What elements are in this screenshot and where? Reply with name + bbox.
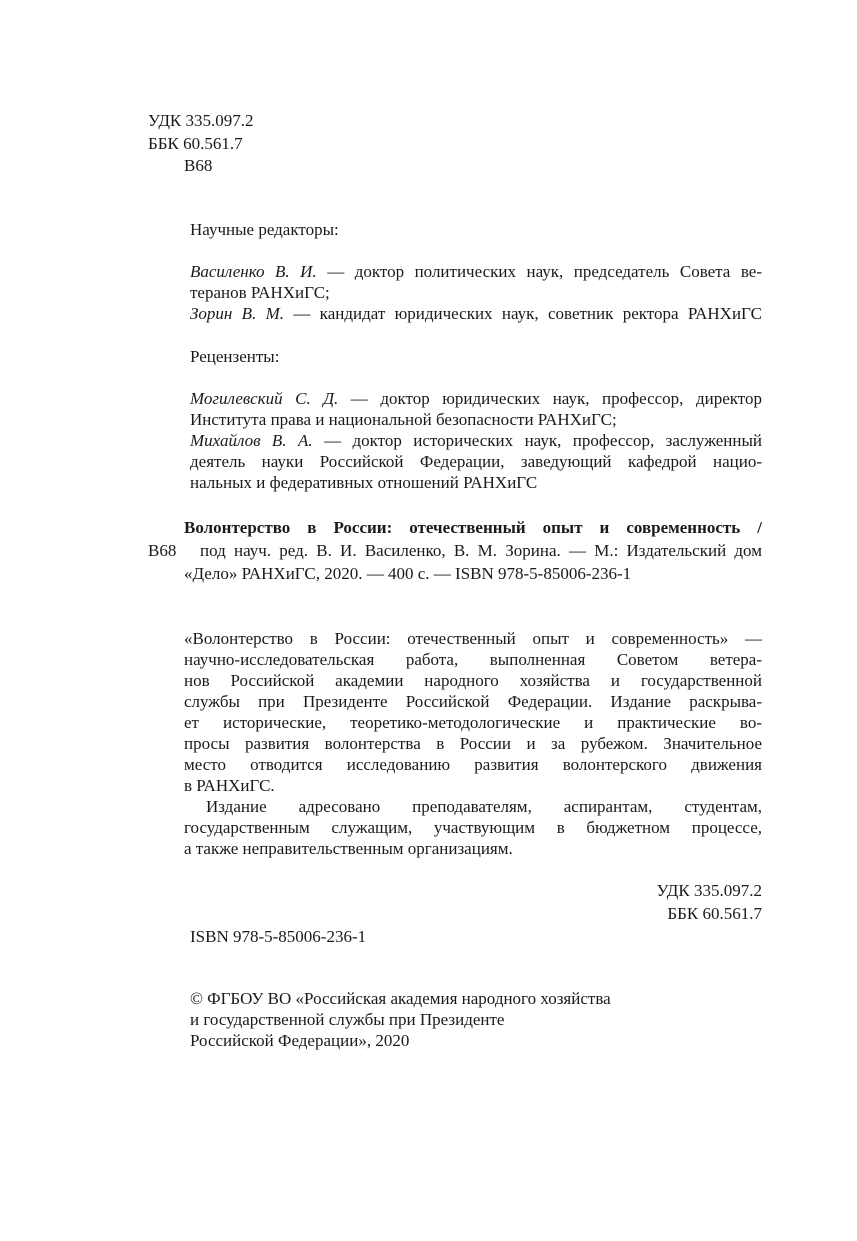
catalog-author-mark: В68 <box>148 541 177 560</box>
isbn: ISBN 978-5-85006-236-1 <box>190 927 367 946</box>
copyright-line-2: и государственной службы при Президенте <box>190 1010 505 1029</box>
udk-code: УДК 335.097.2 <box>148 111 254 130</box>
annotation-p1-line: научно-исследовательская работа, выполненная Советом ветера- <box>184 650 762 669</box>
copyright-line-1: © ФГБОУ ВО «Российская академия народного хозяйства <box>190 989 611 1008</box>
editor-1-name: Василенко В. И. <box>190 262 317 281</box>
catalog-line-3: «Дело» РАНХиГС, 2020. — 400 с. — ISBN 978-5-85006-236-1 <box>184 564 632 583</box>
catalog-line-2: под науч. ред. В. И. Василенко, В. М. Зорина. — М.: Издательский дом <box>200 541 762 560</box>
annotation-p2-line: государственным служащим, участвующим в бюджетном процессе, <box>184 818 762 837</box>
bbk-code: ББК 60.561.7 <box>148 134 243 153</box>
annotation-p2-last: а также неправительственным организациям. <box>184 839 513 858</box>
annotation-p1-last: в РАНХиГС. <box>184 776 275 795</box>
editor-2-line: Зорин В. М. — кандидат юридических наук, советник ректора РАНХиГС <box>190 304 762 323</box>
annotation-p1-line: нов Российской академии народного хозяйства и государственной <box>184 671 762 690</box>
catalog-title: Волонтерство в России: отечественный опыт и современность / <box>184 518 762 537</box>
annotation-p2-line: Издание адресовано преподавателям, аспирантам, студентам, <box>206 797 762 816</box>
editor-2-name: Зорин В. М. <box>190 304 285 323</box>
reviewers-heading: Рецензенты: <box>190 347 280 366</box>
footer-bbk: ББК 60.561.7 <box>667 904 762 923</box>
reviewers-list <box>190 388 762 493</box>
footer-udk: УДК 335.097.2 <box>656 881 762 900</box>
editor-1-line-2: теранов РАНХиГС; <box>190 283 330 302</box>
annotation-p1-line: «Волонтерство в России: отечественный опыт и современность» — <box>184 629 762 648</box>
editor-1-line-1: Василенко В. И. — доктор политических наук, председатель Совета ве- <box>190 262 762 281</box>
annotation-p1-line: службы при Президенте Российской Федерации. Издание раскрыва- <box>184 692 762 711</box>
reviewer-1-line-2: Института права и национальной безопасности РАНХиГС; <box>190 410 617 429</box>
copyright <box>190 988 611 1051</box>
editors-heading: Научные редакторы: <box>190 220 339 239</box>
annotation-p1-line: ет исторические, теоретико-методологические и практические во- <box>184 713 762 732</box>
reviewer-1-name: Могилевский С. Д. <box>190 389 339 408</box>
reviewer-2-line-1: Михайлов В. А. — доктор исторических наук, профессор, заслуженный <box>190 431 762 450</box>
reviewer-2-name: Михайлов В. А. <box>190 431 313 450</box>
reviewer-1-line-1: Могилевский С. Д. — доктор юридических наук, профессор, директор <box>190 389 762 408</box>
reviewer-2-line-2: деятель науки Российской Федерации, заведующий кафедрой нацио- <box>190 452 762 471</box>
annotation <box>184 628 762 859</box>
copyright-line-3: Российской Федерации», 2020 <box>190 1031 410 1050</box>
annotation-p1-line: место отводится исследованию развития волонтерского движения <box>184 755 762 774</box>
author-mark: В68 <box>184 156 213 175</box>
reviewer-2-line-3: нальных и федеративных отношений РАНХиГС <box>190 473 538 492</box>
editors-list <box>190 261 762 324</box>
annotation-p1-line: просы развития волонтерства в России и за рубежом. Значительное <box>184 734 762 753</box>
